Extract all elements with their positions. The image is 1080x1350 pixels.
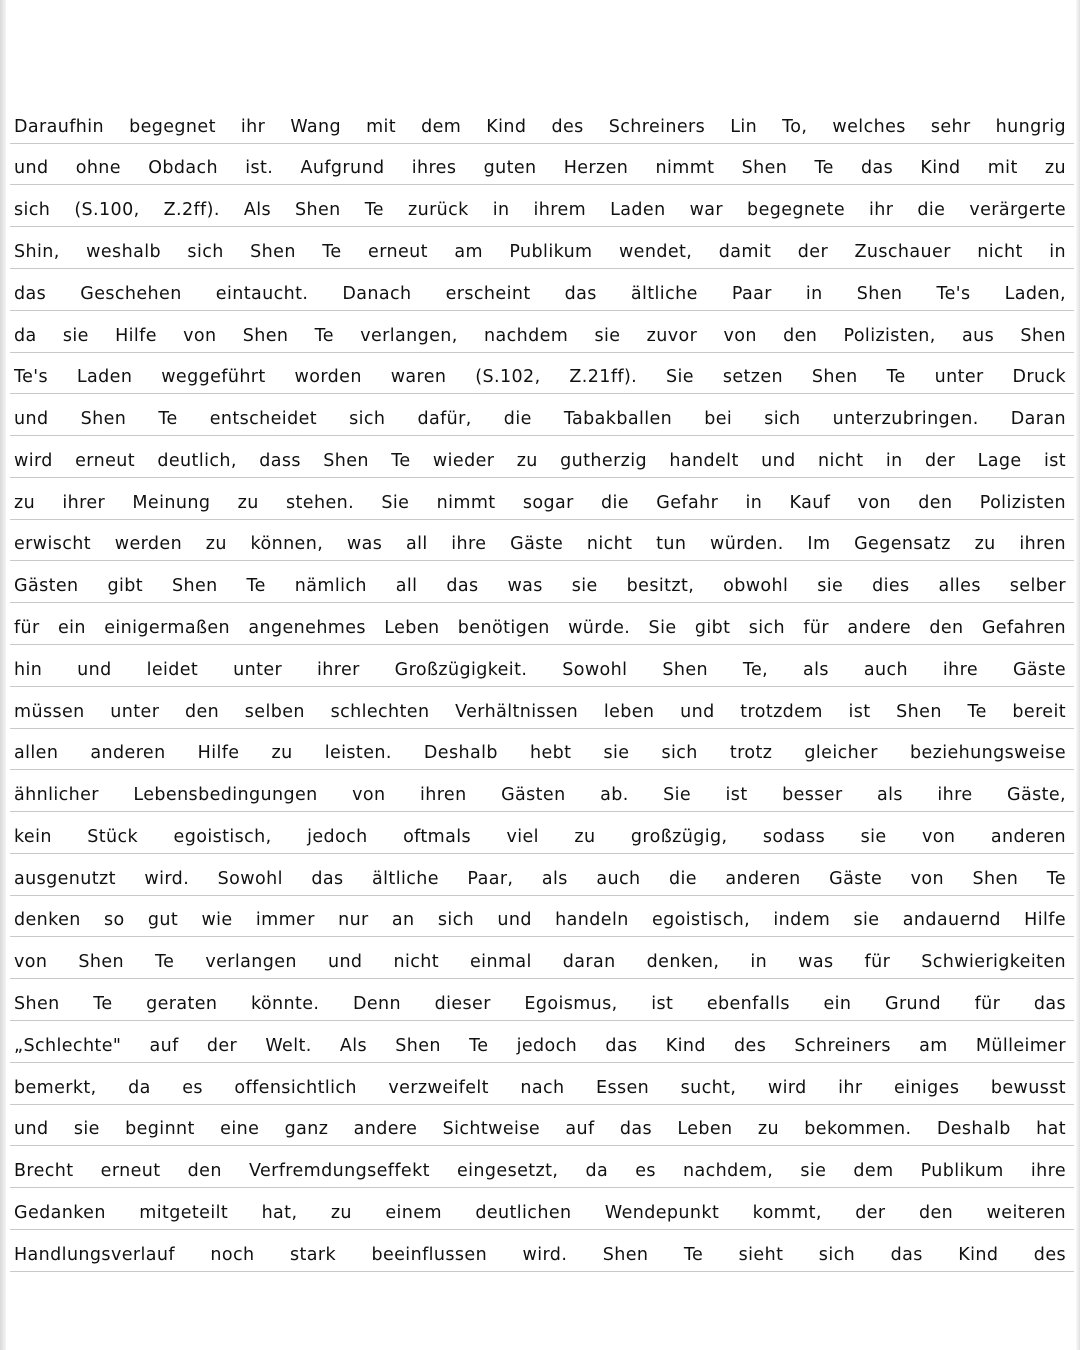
text-line: Daraufhin begegnet ihr Wang mit dem Kind des Schreiners Lin To, welches sehr hungrig [14,117,1066,137]
text-line: wird erneut deutlich, dass Shen Te wieder zu gutherzig handelt und nicht in der Lage ist [14,451,1066,471]
text-line: Gedanken mitgeteilt hat, zu einem deutlichen Wendepunkt kommt, der den weiteren [14,1203,1066,1223]
ruled-line [10,811,1074,812]
text-line: ähnlicher Lebensbedingungen von ihren Gästen ab. Sie ist besser als ihre Gäste, [14,785,1066,805]
ruled-line [10,226,1074,227]
ruled-line [10,477,1074,478]
text-line: Shin, weshalb sich Shen Te erneut am Publikum wendet, damit der Zuschauer nicht in [14,242,1066,262]
text-line: Te's Laden weggeführt worden waren (S.102, Z.21ff). Sie setzen Shen Te unter Druck [14,367,1066,387]
text-line: zu ihrer Meinung zu stehen. Sie nimmt sogar die Gefahr in Kauf von den Polizisten [14,493,1066,513]
ruled-line [10,769,1074,770]
ruled-line [10,519,1074,520]
ruled-line [10,1062,1074,1063]
page-left-edge [0,0,6,1350]
ruled-line [10,352,1074,353]
text-line: kein Stück egoistisch, jedoch oftmals viel zu großzügig, sodass sie von anderen [14,827,1066,847]
text-line: da sie Hilfe von Shen Te verlangen, nachdem sie zuvor von den Polizisten, aus Shen [14,326,1066,346]
ruled-line [10,602,1074,603]
text-line: erwischt werden zu können, was all ihre Gäste nicht tun würden. Im Gegensatz zu ihren [14,534,1066,554]
text-line: von Shen Te verlangen und nicht einmal daran denken, in was für Schwierigkeiten [14,952,1066,972]
text-line: Brecht erneut den Verfremdungseffekt eingesetzt, da es nachdem, sie dem Publikum ihre [14,1161,1066,1181]
text-line: Handlungsverlauf noch stark beeinflussen wird. Shen Te sieht sich das Kind des [14,1245,1066,1265]
page-right-edge [1076,0,1080,1350]
ruled-line [10,1104,1074,1105]
ruled-line [10,728,1074,729]
text-line: für ein einigermaßen angenehmes Leben benötigen würde. Sie gibt sich für andere den Gefahren [14,618,1066,638]
ruled-line [10,560,1074,561]
ruled-line [10,1229,1074,1230]
ruled-line [10,1020,1074,1021]
ruled-line [10,1271,1074,1272]
text-line: „Schlechte" auf der Welt. Als Shen Te jedoch das Kind des Schreiners am Mülleimer [14,1036,1066,1056]
text-line: allen anderen Hilfe zu leisten. Deshalb hebt sie sich trotz gleicher beziehungsweise [14,743,1066,763]
text-line: müssen unter den selben schlechten Verhältnissen leben und trotzdem ist Shen Te bereit [14,702,1066,722]
text-line: Shen Te geraten könnte. Denn dieser Egoismus, ist ebenfalls ein Grund für das [14,994,1066,1014]
ruled-line [10,978,1074,979]
ruled-line [10,853,1074,854]
ruled-line [10,310,1074,311]
ruled-line [10,393,1074,394]
ruled-line [10,1187,1074,1188]
ruled-line [10,936,1074,937]
text-line: und ohne Obdach ist. Aufgrund ihres guten Herzen nimmt Shen Te das Kind mit zu [14,158,1066,178]
ruled-line [10,895,1074,896]
text-line: sich (S.100, Z.2ff). Als Shen Te zurück in ihrem Laden war begegnete ihr die verärgerte [14,200,1066,220]
text-line: denken so gut wie immer nur an sich und handeln egoistisch, indem sie andauernd Hilfe [14,910,1066,930]
text-line: und Shen Te entscheidet sich dafür, die Tabakballen bei sich unterzubringen. Daran [14,409,1066,429]
ruled-line [10,686,1074,687]
text-line: hin und leidet unter ihrer Großzügigkeit. Sowohl Shen Te, als auch ihre Gäste [14,660,1066,680]
text-line: bemerkt, da es offensichtlich verzweifelt nach Essen sucht, wird ihr einiges bewusst [14,1078,1066,1098]
text-line: ausgenutzt wird. Sowohl das ältliche Paar, als auch die anderen Gäste von Shen Te [14,869,1066,889]
ruled-line [10,143,1074,144]
ruled-line [10,435,1074,436]
text-line: und sie beginnt eine ganz andere Sichtweise auf das Leben zu bekommen. Deshalb hat [14,1119,1066,1139]
ruled-line [10,184,1074,185]
ruled-line [10,1145,1074,1146]
ruled-line [10,644,1074,645]
text-line: Gästen gibt Shen Te nämlich all das was sie besitzt, obwohl sie dies alles selber [14,576,1066,596]
ruled-line [10,268,1074,269]
text-line: das Geschehen eintaucht. Danach erscheint das ältliche Paar in Shen Te's Laden, [14,284,1066,304]
